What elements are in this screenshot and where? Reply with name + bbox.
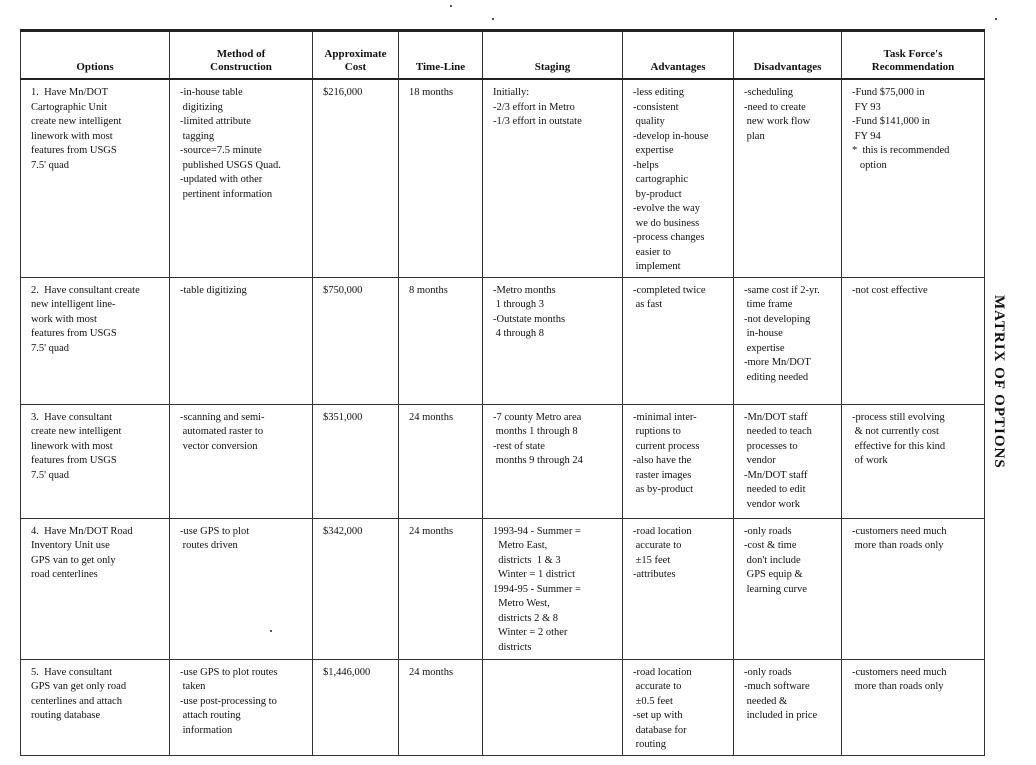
option-text: linework with most — [31, 440, 113, 452]
timeline-cell — [399, 277, 483, 404]
column-header — [734, 31, 842, 80]
option-text: features from USGS — [31, 145, 117, 156]
scan-speck — [270, 630, 272, 632]
method-text: automated raster to — [180, 426, 264, 437]
timeline-cell — [399, 518, 483, 659]
disadvantages-text: -scheduling — [744, 87, 793, 98]
staging-text: -rest of state — [493, 440, 545, 452]
advantages-text: -minimal inter- — [633, 411, 697, 423]
method-text: -use GPS to plot routes — [180, 666, 278, 678]
cost-cell — [313, 404, 399, 518]
column-header — [842, 31, 985, 80]
method-text: vector conversion — [180, 440, 258, 452]
recommendation-text: -Fund $141,000 in — [852, 116, 930, 127]
disadvantages-cell — [734, 79, 842, 277]
column-header-line: Staging — [534, 61, 571, 73]
advantages-cell — [623, 277, 734, 404]
timeline-cell — [399, 79, 483, 277]
column-header — [483, 31, 623, 80]
advantages-text: -consistent — [633, 101, 679, 113]
advantages-text: expertise — [633, 145, 674, 156]
disadvantages-text: needed to teach — [744, 426, 812, 437]
option-cell — [21, 79, 170, 277]
disadvantages-text: vendor work — [744, 498, 800, 510]
staging-text: 1993-94 - Summer = — [493, 525, 581, 537]
recommendation-text: * this is recommended — [852, 145, 950, 156]
disadvantages-text: -Mn/DOT staff — [744, 469, 808, 481]
advantages-text: -develop in-house — [633, 130, 709, 142]
staging-text: months 1 through 8 — [493, 426, 578, 437]
option-text: GPS van get only road — [31, 681, 127, 692]
recommendation-cell — [842, 79, 985, 277]
column-header-line: Options — [76, 61, 114, 73]
column-header-line: Method of — [216, 48, 266, 60]
staging-text: districts — [493, 641, 532, 653]
option-text: create new intelligent — [31, 426, 122, 437]
advantages-text: -set up with — [633, 710, 683, 721]
disadvantages-cell — [734, 277, 842, 404]
option-text: 7.5' quad — [31, 469, 70, 481]
disadvantages-text: learning curve — [744, 583, 807, 595]
disadvantages-text: new work flow — [744, 116, 811, 127]
staging-text: Winter = 2 other — [493, 627, 568, 638]
advantages-text: -evolve the way — [633, 203, 701, 214]
recommendation-text: effective for this kind — [852, 440, 946, 452]
option-text: Cartographic Unit — [31, 101, 108, 113]
timeline-text: 24 months — [409, 525, 454, 537]
method-cell — [170, 659, 313, 755]
method-text: -in-house table — [180, 87, 243, 98]
disadvantages-text: -much software — [744, 681, 810, 692]
side-title: MATRIX OF OPTIONS — [991, 295, 1007, 469]
cost-text: $351,000 — [323, 411, 363, 423]
scan-speck — [995, 18, 997, 20]
recommendation-cell — [842, 518, 985, 659]
option-text: 4. Have Mn/DOT Road — [31, 525, 133, 537]
column-header — [313, 31, 399, 80]
option-text: 7.5' quad — [31, 159, 70, 171]
advantages-text: -road location — [633, 666, 692, 678]
disadvantages-text: GPS equip & — [744, 569, 803, 580]
advantages-cell — [623, 518, 734, 659]
recommendation-text: of work — [852, 455, 888, 466]
table-row — [21, 79, 985, 277]
method-text: routes driven — [180, 540, 238, 551]
staging-text: -7 county Metro area — [493, 411, 582, 423]
disadvantages-text: -same cost if 2-yr. — [744, 284, 820, 296]
disadvantages-text: processes to — [744, 440, 798, 452]
method-cell — [170, 404, 313, 518]
disadvantages-text: vendor — [744, 455, 776, 466]
timeline-text: 24 months — [409, 666, 454, 678]
option-text: linework with most — [31, 130, 113, 142]
recommendation-text: -customers need much — [852, 525, 947, 537]
recommendation-text: -Fund $75,000 in — [852, 87, 925, 98]
option-text: GPS van to get only — [31, 554, 116, 566]
cost-text: $1,446,000 — [323, 666, 371, 678]
column-header — [399, 31, 483, 80]
option-cell — [21, 404, 170, 518]
disadvantages-text: -only roads — [744, 525, 792, 537]
staging-text: districts 1 & 3 — [493, 554, 561, 566]
advantages-text: -attributes — [633, 569, 676, 580]
staging-text: Metro West, — [493, 598, 550, 609]
disadvantages-text: -only roads — [744, 666, 792, 678]
advantages-text: we do business — [633, 217, 700, 229]
staging-text: months 9 through 24 — [493, 455, 583, 466]
column-header-line: Task Force's — [883, 48, 943, 60]
recommendation-cell — [842, 277, 985, 404]
method-text: -limited attribute — [180, 116, 251, 127]
method-text: digitizing — [180, 101, 223, 113]
disadvantages-text: included in price — [744, 710, 818, 721]
disadvantages-text: -more Mn/DOT — [744, 357, 811, 368]
table-row — [21, 518, 985, 659]
column-header-line: Time-Line — [415, 61, 466, 73]
timeline-text: 18 months — [409, 87, 454, 98]
table-row — [21, 659, 985, 755]
advantages-text: -also have the — [633, 455, 692, 466]
cost-text: $342,000 — [323, 525, 363, 537]
disadvantages-text: plan — [744, 130, 765, 142]
staging-cell — [483, 518, 623, 659]
scan-speck — [492, 18, 494, 20]
disadvantages-text: needed & — [744, 695, 788, 707]
disadvantages-text: expertise — [744, 342, 785, 354]
advantages-text: database for — [633, 724, 687, 736]
table-row — [21, 404, 985, 518]
column-header-line: Cost — [344, 61, 367, 73]
option-text: routing database — [31, 710, 101, 721]
cost-cell — [313, 79, 399, 277]
disadvantages-text: -need to create — [744, 101, 806, 113]
staging-text: Winter = 1 district — [493, 569, 576, 580]
disadvantages-text: -cost & time — [744, 540, 797, 551]
disadvantages-cell — [734, 404, 842, 518]
method-text: -table digitizing — [180, 284, 247, 296]
advantages-text: ±15 feet — [633, 554, 671, 566]
advantages-text: -less editing — [633, 87, 685, 98]
recommendation-text: -not cost effective — [852, 284, 928, 296]
method-cell — [170, 79, 313, 277]
method-text: pertinent information — [180, 188, 273, 200]
table-row — [21, 277, 985, 404]
option-text: 1. Have Mn/DOT — [31, 87, 108, 98]
option-text: work with most — [31, 313, 97, 325]
method-text: attach routing — [180, 710, 241, 721]
disadvantages-text: -not developing — [744, 313, 811, 325]
cost-cell — [313, 277, 399, 404]
staging-text: -2/3 effort in Metro — [493, 101, 575, 113]
disadvantages-cell — [734, 659, 842, 755]
option-text: Inventory Unit use — [31, 540, 110, 551]
option-cell — [21, 277, 170, 404]
advantages-cell — [623, 659, 734, 755]
disadvantages-text: in-house — [744, 328, 783, 339]
column-header-line: Recommendation — [871, 61, 955, 73]
advantages-cell — [623, 404, 734, 518]
timeline-text: 24 months — [409, 411, 454, 423]
staging-text: 4 through 8 — [493, 328, 545, 339]
method-text: -scanning and semi- — [180, 411, 265, 423]
recommendation-text: more than roads only — [852, 681, 944, 692]
staging-cell — [483, 79, 623, 277]
disadvantages-text: needed to edit — [744, 484, 806, 495]
recommendation-text: & not currently cost — [852, 426, 939, 437]
option-text: create new intelligent — [31, 116, 122, 127]
timeline-cell — [399, 659, 483, 755]
advantages-text: ±0.5 feet — [633, 695, 673, 707]
scan-speck — [450, 5, 452, 7]
advantages-text: current process — [633, 440, 700, 452]
advantages-text: quality — [633, 116, 665, 127]
advantages-text: ruptions to — [633, 426, 681, 437]
column-header-line: Approximate — [324, 48, 387, 60]
advantages-text: by-product — [633, 188, 682, 200]
advantages-text: as fast — [633, 299, 663, 310]
method-text: taken — [180, 681, 206, 692]
option-text: 7.5' quad — [31, 342, 70, 354]
option-cell — [21, 659, 170, 755]
staging-text: 1994-95 - Summer = — [493, 583, 581, 595]
column-header-line: Advantages — [650, 61, 706, 73]
column-header-line: Disadvantages — [753, 61, 822, 73]
staging-text: -1/3 effort in outstate — [493, 116, 582, 127]
option-text: road centerlines — [31, 569, 98, 580]
advantages-text: routing — [633, 739, 666, 750]
staging-text: Metro East, — [493, 540, 548, 551]
recommendation-text: more than roads only — [852, 540, 944, 551]
method-text: tagging — [180, 130, 215, 142]
method-text: published USGS Quad. — [180, 159, 281, 171]
cost-cell — [313, 518, 399, 659]
method-text: -source=7.5 minute — [180, 145, 262, 156]
option-text: 5. Have consultant — [31, 666, 113, 678]
recommendation-text: FY 94 — [852, 130, 881, 142]
advantages-text: -helps — [633, 159, 659, 171]
timeline-cell — [399, 404, 483, 518]
column-header-line: Construction — [210, 61, 272, 73]
advantages-text: implement — [633, 261, 681, 272]
staging-text: districts 2 & 8 — [493, 612, 559, 624]
column-header — [623, 31, 734, 80]
advantages-text: cartographic — [633, 174, 689, 185]
staging-text: Initially: — [493, 87, 530, 98]
cost-cell — [313, 659, 399, 755]
column-header — [21, 31, 170, 80]
staging-text: -Outstate months — [493, 313, 566, 325]
recommendation-text: FY 93 — [852, 101, 881, 113]
recommendation-cell — [842, 404, 985, 518]
staging-cell — [483, 659, 623, 755]
advantages-text: -road location — [633, 525, 692, 537]
method-cell — [170, 277, 313, 404]
method-cell — [170, 518, 313, 659]
advantages-text: -process changes — [633, 232, 705, 243]
option-text: centerlines and attach — [31, 695, 122, 707]
option-text: features from USGS — [31, 328, 117, 339]
recommendation-text: option — [852, 159, 887, 171]
options-matrix-table — [20, 29, 985, 756]
matrix-body — [21, 79, 985, 755]
advantages-cell — [623, 79, 734, 277]
recommendation-text: -process still evolving — [852, 411, 945, 423]
advantages-text: accurate to — [633, 540, 682, 551]
disadvantages-text: don't include — [744, 554, 801, 566]
staging-cell — [483, 404, 623, 518]
advantages-text: accurate to — [633, 681, 682, 692]
recommendation-text: -customers need much — [852, 666, 947, 678]
staging-text: -Metro months — [493, 284, 556, 296]
option-text: features from USGS — [31, 455, 117, 466]
advantages-text: as by-product — [633, 484, 694, 495]
option-text: 3. Have consultant — [31, 411, 113, 423]
option-text: new intelligent line- — [31, 299, 116, 310]
column-header — [170, 31, 313, 80]
disadvantages-cell — [734, 518, 842, 659]
method-text: information — [180, 724, 233, 736]
disadvantages-text: time frame — [744, 299, 793, 310]
cost-text: $216,000 — [323, 87, 363, 98]
advantages-text: -completed twice — [633, 284, 706, 296]
disadvantages-text: -Mn/DOT staff — [744, 411, 808, 423]
recommendation-cell — [842, 659, 985, 755]
staging-text: 1 through 3 — [493, 299, 545, 310]
option-cell — [21, 518, 170, 659]
method-text: -use post-processing to — [180, 695, 277, 707]
method-text: -updated with other — [180, 174, 263, 185]
advantages-text: raster images — [633, 469, 692, 481]
cost-text: $750,000 — [323, 284, 363, 296]
staging-cell — [483, 277, 623, 404]
header-row — [21, 31, 985, 80]
timeline-text: 8 months — [409, 284, 448, 296]
disadvantages-text: editing needed — [744, 371, 809, 383]
advantages-text: easier to — [633, 246, 671, 258]
method-text: -use GPS to plot — [180, 525, 250, 537]
option-text: 2. Have consultant create — [31, 284, 140, 296]
